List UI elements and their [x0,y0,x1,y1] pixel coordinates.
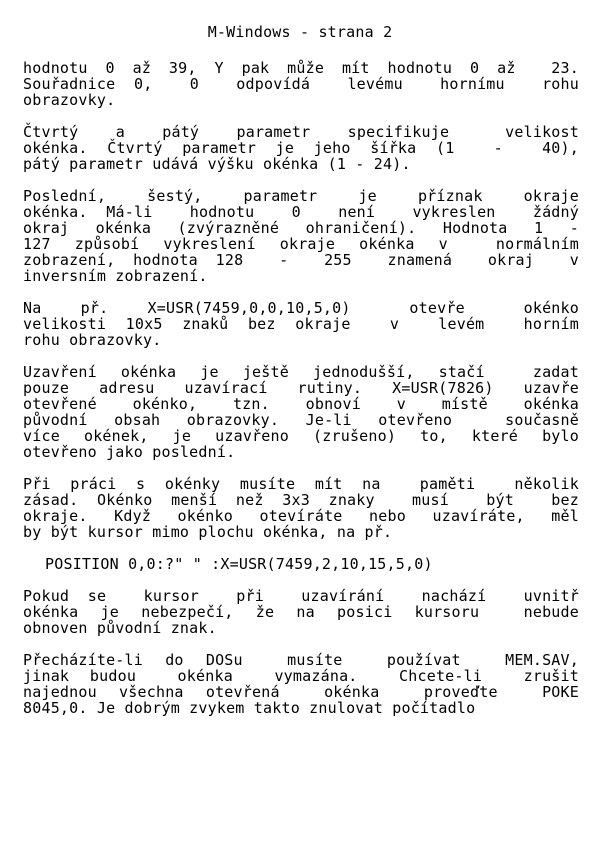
paragraph [23,364,579,460]
text-line: zásad. Okénko menší než 3x3 znaky musí být bez [23,491,579,509]
text-line: Přecházíte-li do DOSu musíte používat MEM.SAV, [23,651,579,669]
text-line: původní obsah obrazovky. Je-li otevřeno současně [23,411,579,429]
text-line: okénka. Má-li hodnotu 0 není vykreslen žádný [23,203,579,221]
text-line: okraje. Když okénko otevíráte nebo uzavíráte, měl [23,507,579,525]
text-line: Pokud se kursor při uzavírání nachází uvnitř [23,587,579,605]
text-line: otevřeno jako poslední. [23,443,236,461]
text-line: Čtvrtý a pátý parametr specifikuje velikost [23,123,579,141]
paragraphs-before-code [23,60,579,540]
text-line: by být kursor mimo plochu okénka, na př. [23,523,393,541]
paragraph [23,476,579,540]
paragraph [23,588,579,636]
text-line: inversním zobrazení. [23,267,208,285]
text-line: zobrazení, hodnota 128 - 255 znamená okraj v [23,251,579,269]
text-line: okénka je nebezpečí, že na posici kursoru nebude [23,603,579,621]
paragraph [23,188,579,284]
text-line: pouze adresu uzavírací rutiny. X=USR(7826) uzavře [23,379,579,397]
paragraph [23,60,579,108]
text-line: okénka. Čtvrtý parametr je jeho šířka (1 - 40), [23,139,579,157]
text-line: 127 způsobí vykreslení okraje okénka v normálním [23,235,579,253]
text-line: najednou všechna otevřená okénka proveďte POKE [23,683,579,701]
text-line: 8045,0. Je dobrým zvykem takto znulovat počítadlo [23,699,476,717]
text-line: více okének, je uzavřeno (zrušeno) to, které bylo [23,427,579,445]
text-line: otevřené okénko, tzn. obnoví v místě okénka [23,395,579,413]
text-line: pátý parametr udává výšku okénka (1 - 24). [23,155,411,173]
text-line: Souřadnice 0, 0 odpovídá levému hornímu rohu [23,75,579,93]
page-title: M-Windows - strana 2 [207,23,393,41]
paragraphs-after-code [23,588,579,716]
paragraph [23,124,579,172]
paragraph [23,652,579,716]
text-line: okraj okénka (zvýrazněné ohraničení). Hodnota 1 - [23,219,579,237]
text-line: obrazovky. [23,91,116,109]
code-example: POSITION 0,0:?" " :X=USR(7459,2,10,15,5,0) [45,555,433,573]
text-line: Na př. X=USR(7459,0,0,10,5,0) otevře okénko [23,299,579,317]
text-line: Poslední, šestý, parametr je příznak okraje [23,187,579,205]
paragraph [23,300,579,348]
text-line: obnoven původní znak. [23,619,217,637]
text-line: jinak budou okénka vymazána. Chcete-li zrušit [23,667,579,685]
text-line: velikosti 10x5 znaků bez okraje v levém horním [23,315,579,333]
document-body [23,60,579,732]
text-line: rohu obrazovky. [23,331,162,349]
text-line: Uzavření okénka je ještě jednodušší, stačí zadat [23,363,579,381]
text-line: Při práci s okénky musíte mít na paměti několik [23,475,579,493]
text-line: hodnotu 0 až 39, Y pak může mít hodnotu 0 až 23. [23,59,579,77]
